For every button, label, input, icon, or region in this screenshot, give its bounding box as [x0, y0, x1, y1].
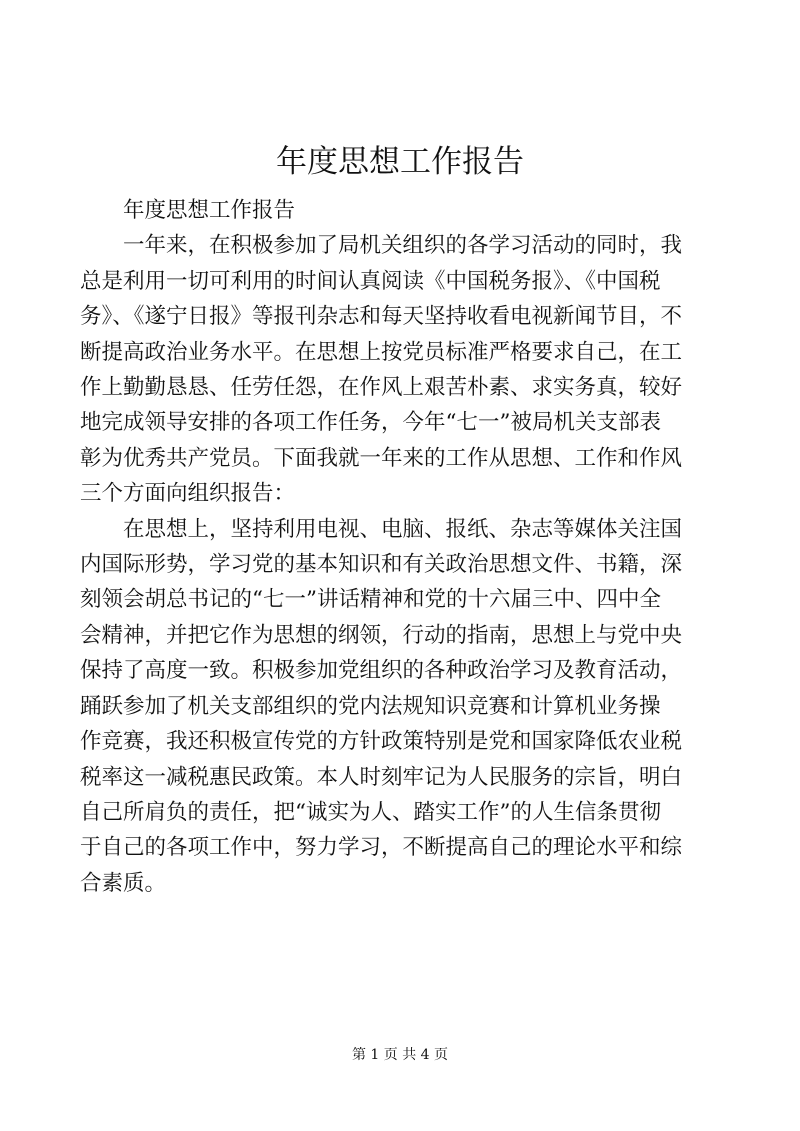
paragraph-1-line: 一年来，在积极参加了局机关组织的各学习活动的同时，我 [123, 233, 683, 259]
paragraph-2-line: 保持了高度一致。积极参加党组织的各种政治学习及教育活动， [80, 658, 683, 684]
paragraph-1-line: 地完成领导安排的各项工作任务，今年“七一”被局机关支部表 [80, 410, 661, 436]
paragraph-2-line: 踊跃参加了机关支部组织的党内法规知识竞赛和计算机业务操 [80, 693, 661, 719]
document-title: 年度思想工作报告 [276, 144, 524, 180]
paragraph-2-line: 于自己的各项工作中，努力学习，不断提高自己的理论水平和综 [80, 835, 683, 861]
paragraph-1-line: 断提高政治业务水平。在思想上按党员标准严格要求自己，在工 [80, 339, 683, 365]
paragraph-1-line: 总是利用一切可利用的时间认真阅读《中国税务报》、《中国税 [80, 268, 661, 294]
paragraph-1-line: 三个方面向组织报告： [80, 481, 296, 507]
document-body [80, 193, 725, 901]
paragraph-1-line: 彰为优秀共产党员。下面我就一年来的工作从思想、工作和作风 [80, 445, 683, 471]
paragraph-2-line: 税率这一减税惠民政策。本人时刻牢记为人民服务的宗旨，明白 [80, 764, 683, 790]
paragraph-2-line: 在思想上，坚持利用电视、电脑、报纸、杂志等媒体关注国 [123, 516, 683, 542]
paragraph-2-line: 会精神，并把它作为思想的纲领，行动的指南，思想上与党中央 [80, 622, 683, 648]
paragraph-2-line: 作竞赛，我还积极宣传党的方针政策特别是党和国家降低农业税 [80, 729, 683, 755]
page-footer: 第 1 页 共 4 页 [351, 1047, 449, 1063]
paragraph-2-line: 合素质。 [80, 870, 167, 896]
paragraph-1-line: 务》、《遂宁日报》等报刊杂志和每天坚持收看电视新闻节目，不 [80, 304, 683, 330]
paragraph-2-line: 自己所肩负的责任，把“诚实为人、踏实工作”的人生信条贯彻 [80, 799, 661, 825]
document-subtitle: 年度思想工作报告 [123, 198, 296, 223]
paragraph-2-line: 内国际形势，学习党的基本知识和有关政治思想文件、书籍，深 [80, 552, 683, 578]
paragraph-1-line: 作上勤勤恳恳、任劳任怨，在作风上艰苦朴素、求实务真，较好 [80, 375, 683, 401]
paragraph-2-line: 刻领会胡总书记的“七一”讲话精神和党的十六届三中、四中全 [80, 587, 661, 613]
